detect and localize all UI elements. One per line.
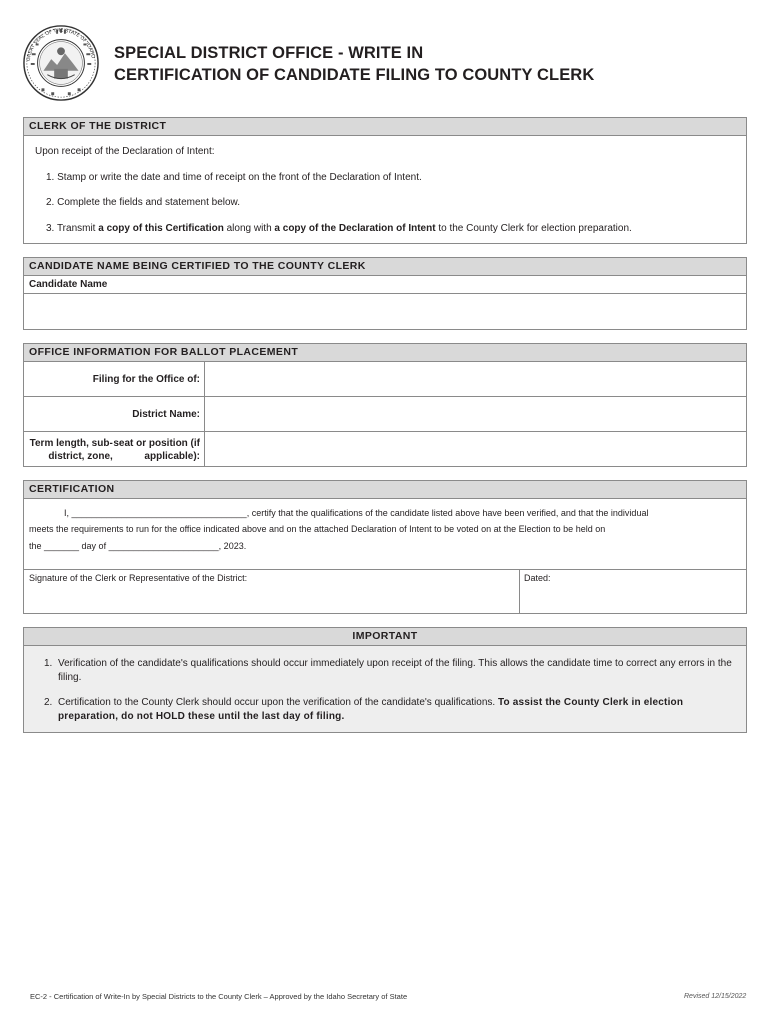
clerk-intro-text: Upon receipt of the Declaration of Intent:	[35, 146, 215, 157]
footer-revised-date: Revised 12/15/2022	[684, 993, 747, 1000]
page-title	[114, 42, 594, 86]
important-item-2	[44, 696, 744, 724]
important-item-2-part: Certification to the County Clerk should occur upon the verification of the candidate's qualifications.	[58, 697, 498, 708]
clerk-signature-label: Signature of the Clerk or Representative of the District:	[29, 573, 248, 583]
clerk-of-district-section	[23, 117, 747, 244]
certification-section	[23, 480, 747, 614]
clerk-step-1: 1. Stamp or write the date and time of receipt on the front of the Declaration of Intent.	[46, 172, 422, 183]
term-length-label-line2: seat or position (if applicable):	[113, 437, 200, 462]
filing-office-label: Filing for the Office of:	[24, 362, 205, 396]
candidate-name-section	[23, 257, 747, 330]
certification-section-heading: CERTIFICATION	[24, 481, 746, 499]
clerk-step-3-part: to the County Clerk for election preparation.	[435, 223, 632, 234]
important-item-2-number: 2.	[44, 697, 53, 708]
important-section	[23, 627, 747, 733]
important-item-1	[44, 657, 744, 685]
clerk-signature-field[interactable]	[24, 569, 520, 613]
term-length-row	[24, 432, 746, 467]
term-length-label	[24, 432, 205, 467]
important-item-2-bold: To assist the County Clerk in election preparation, do not HOLD these until the last day of filing.	[58, 697, 684, 722]
clerk-step-3	[46, 223, 632, 234]
footer-form-description: EC-2 - Certification of Write-In by Special Districts to the County Clerk – Approved by the Idaho Secretary of State	[30, 992, 408, 1001]
important-item-1-text: Verification of the candidate's qualifications should occur immediately upon receipt of the filing. This allows the candidate time to correct any errors in the filing.	[58, 658, 732, 683]
clerk-section-heading: CLERK OF THE DISTRICT	[24, 118, 746, 136]
filing-office-row	[24, 362, 746, 397]
clerk-step-3-bold: a copy of this Certification	[98, 223, 224, 234]
district-name-row	[24, 397, 746, 432]
dated-field[interactable]	[519, 569, 746, 613]
important-item-2-text	[44, 696, 744, 724]
office-information-section	[23, 343, 747, 467]
certification-line-1: I, ___________________________________, certify that the qualifications of the candidate listed above have been verified, and that the individual	[64, 508, 649, 518]
clerk-step-3-bold: a copy of the Declaration of Intent	[274, 223, 436, 234]
term-length-field[interactable]	[205, 432, 746, 467]
title-line-1: SPECIAL DISTRICT OFFICE - WRITE IN	[114, 44, 424, 62]
important-section-heading: IMPORTANT	[24, 628, 746, 646]
idaho-state-seal-icon	[22, 24, 100, 102]
certification-statement	[24, 498, 746, 570]
candidate-name-label: Candidate Name	[24, 276, 746, 294]
district-name-label: District Name:	[24, 397, 205, 431]
filing-office-field[interactable]	[205, 362, 746, 396]
district-name-field[interactable]	[205, 397, 746, 431]
certification-line-3: the _______ day of ______________________, 2023.	[29, 541, 247, 551]
clerk-step-3-part: 3. Transmit	[46, 223, 99, 234]
svg-text:GREAT SEAL OF THE STATE OF IDA: GREAT SEAL OF THE STATE OF IDAHO	[25, 27, 96, 62]
certification-line-2: meets the requirements to run for the office indicated above and on the attached Declaration of Intent to be voted on at the Election to be held on	[29, 524, 606, 534]
important-item-1-number: 1.	[44, 658, 53, 669]
dated-label: Dated:	[524, 573, 551, 583]
office-section-heading: OFFICE INFORMATION FOR BALLOT PLACEMENT	[24, 344, 746, 362]
title-line-2: CERTIFICATION OF CANDIDATE FILING TO COUNTY CLERK	[114, 66, 595, 84]
candidate-name-field[interactable]	[24, 294, 746, 330]
clerk-step-3-part: along with	[223, 223, 275, 234]
candidate-section-heading: CANDIDATE NAME BEING CERTIFIED TO THE COUNTY CLERK	[24, 258, 746, 276]
clerk-step-2: 2. Complete the fields and statement below.	[46, 197, 241, 208]
term-length-label-line1: Term length, sub-district, zone,	[29, 437, 113, 462]
